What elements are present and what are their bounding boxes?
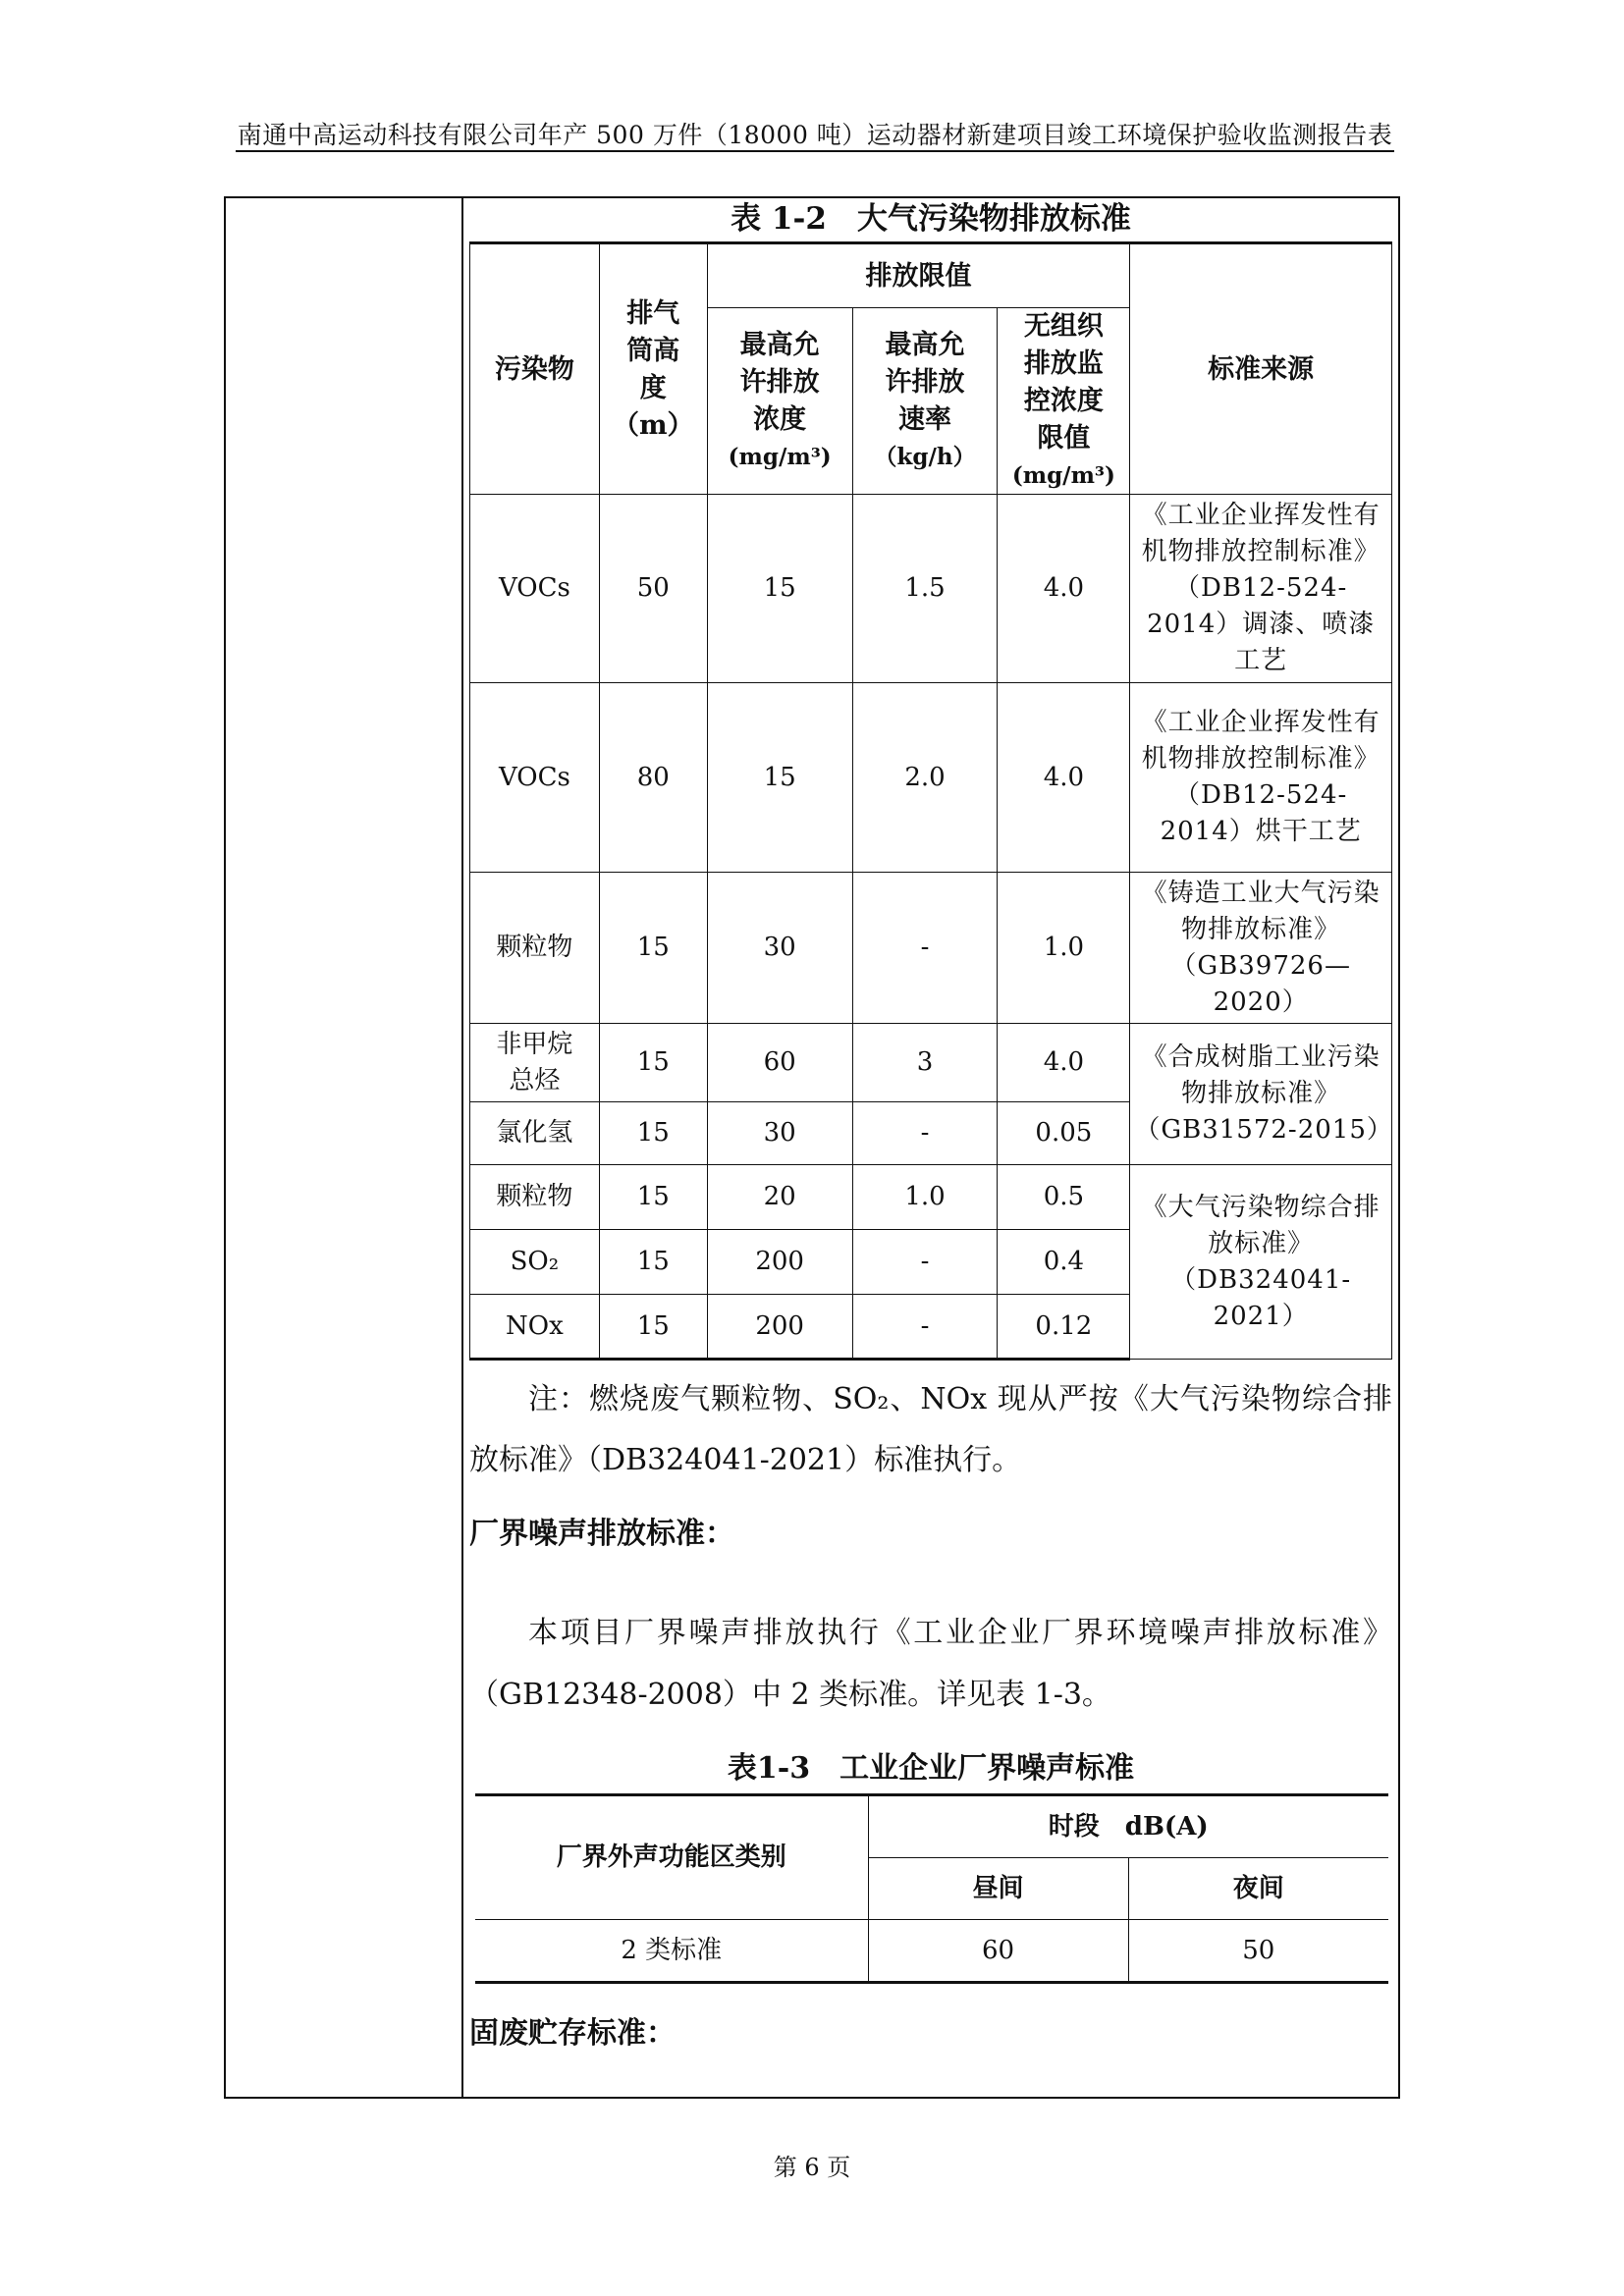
cell-rate: 2.0 [852,683,998,873]
document-header-title: 南通中高运动科技有限公司年产 500 万件（18000 吨）运动器材新建项目竣工环境保护验收监测报告表 [237,121,1393,149]
cell-fugitive: 4.0 [998,1024,1130,1102]
table-1-2-caption: 表 1-2 大气污染物排放标准 [731,201,1131,237]
cell-conc: 30 [707,873,852,1024]
header-max-conc-label: 最高允许排放浓度 [739,330,820,435]
air-pollutant-table [469,241,1392,1361]
cell-pollutant [470,1024,600,1102]
frame-column-divider [461,198,463,2097]
cell-pollutant: SO₂ [470,1230,600,1295]
cell-height: 15 [599,1024,707,1102]
cell-conc: 15 [707,683,852,873]
cell-fugitive: 1.0 [998,873,1130,1024]
header-source: 标准来源 [1130,243,1392,495]
cell-height: 80 [599,683,707,873]
cell-conc: 15 [707,495,852,683]
table-row [475,1920,1388,1983]
page-number: 第 6 页 [773,2154,851,2181]
cell-rate: - [852,1102,998,1165]
noise-standard-heading: 厂界噪声排放标准： [469,1517,734,1551]
table-1-3-caption: 表1-3 工业企业厂界噪声标准 [727,1751,1135,1786]
cell-height: 15 [599,1165,707,1230]
noise-standard-table [475,1793,1388,1984]
cell-day: 60 [868,1920,1128,1983]
noise-standard-paragraph: 本项目厂界噪声排放执行《工业企业厂界环境噪声排放标准》（GB12348-2008）中 2 类标准。详见表 1-3。 [469,1616,1392,1712]
header-stack-height-unit: （m） [612,409,694,441]
solid-waste-heading: 固废贮存标准： [469,2016,676,2051]
header-max-rate-unit: （kg/h） [874,444,976,470]
cell-pollutant: 颗粒物 [470,1165,600,1230]
header-rule [236,150,1394,152]
cell-pollutant: 氯化氢 [470,1102,600,1165]
header-max-conc-unit: (mg/m³) [728,444,832,470]
cell-fugitive: 0.05 [998,1102,1130,1165]
cell-category: 2 类标准 [475,1920,868,1983]
cell-pollutant-text: 非甲烷总烃 [496,1029,573,1095]
cell-source: 《工业企业挥发性有机物排放控制标准》（DB12-524-2014）烘干工艺 [1130,683,1392,873]
header-max-conc [707,308,852,495]
cell-source: 《工业企业挥发性有机物排放控制标准》（DB12-524-2014）调漆、喷漆工艺 [1130,495,1392,683]
table-row [470,495,1392,683]
cell-height: 15 [599,1230,707,1295]
cell-conc: 20 [707,1165,852,1230]
header-max-rate-label: 最高允许排放速率 [885,330,965,435]
cell-rate: 1.0 [852,1165,998,1230]
cell-pollutant: 颗粒物 [470,873,600,1024]
header-stack-height [599,243,707,495]
cell-source: 《合成树脂工业污染物排放标准》（GB31572-2015） [1130,1024,1392,1165]
cell-conc: 200 [707,1295,852,1360]
cell-rate: 1.5 [852,495,998,683]
cell-rate: - [852,873,998,1024]
cell-fugitive: 0.5 [998,1165,1130,1230]
cell-pollutant: NOx [470,1295,600,1360]
header-period: 时段 dB(A) [868,1795,1388,1858]
header-limits-group: 排放限值 [707,243,1130,308]
cell-pollutant: VOCs [470,495,600,683]
header-pollutant: 污染物 [470,243,600,495]
cell-rate: - [852,1230,998,1295]
cell-conc: 60 [707,1024,852,1102]
table-row [470,683,1392,873]
cell-height: 15 [599,1295,707,1360]
header-max-rate [852,308,998,495]
cell-height: 50 [599,495,707,683]
header-stack-height-label: 排气筒高度 [626,297,680,403]
cell-source: 《大气污染物综合排放标准》（DB324041-2021） [1130,1165,1392,1360]
cell-fugitive: 4.0 [998,683,1130,873]
header-fugitive-label: 无组织排放监控浓度限值 [1023,311,1104,454]
cell-rate: - [852,1295,998,1360]
header-day: 昼间 [868,1858,1128,1920]
header-category: 厂界外声功能区类别 [475,1795,868,1920]
cell-fugitive: 0.4 [998,1230,1130,1295]
cell-height: 15 [599,873,707,1024]
cell-conc: 30 [707,1102,852,1165]
cell-conc: 200 [707,1230,852,1295]
table-note: 注：燃烧废气颗粒物、SO₂、NOx 现从严按《大气污染物综合排放标准》（DB324041-2021）标准执行。 [469,1382,1392,1477]
header-night: 夜间 [1128,1858,1388,1920]
table-row [470,873,1392,1024]
table-row [470,1165,1392,1230]
cell-source: 《铸造工业大气污染物排放标准》（GB39726—2020） [1130,873,1392,1024]
cell-rate: 3 [852,1024,998,1102]
header-fugitive [998,308,1130,495]
cell-height: 15 [599,1102,707,1165]
cell-night: 50 [1128,1920,1388,1983]
header-fugitive-unit: (mg/m³) [1011,462,1115,489]
table-row [470,1024,1392,1102]
cell-fugitive: 4.0 [998,495,1130,683]
cell-fugitive: 0.12 [998,1295,1130,1360]
cell-pollutant: VOCs [470,683,600,873]
